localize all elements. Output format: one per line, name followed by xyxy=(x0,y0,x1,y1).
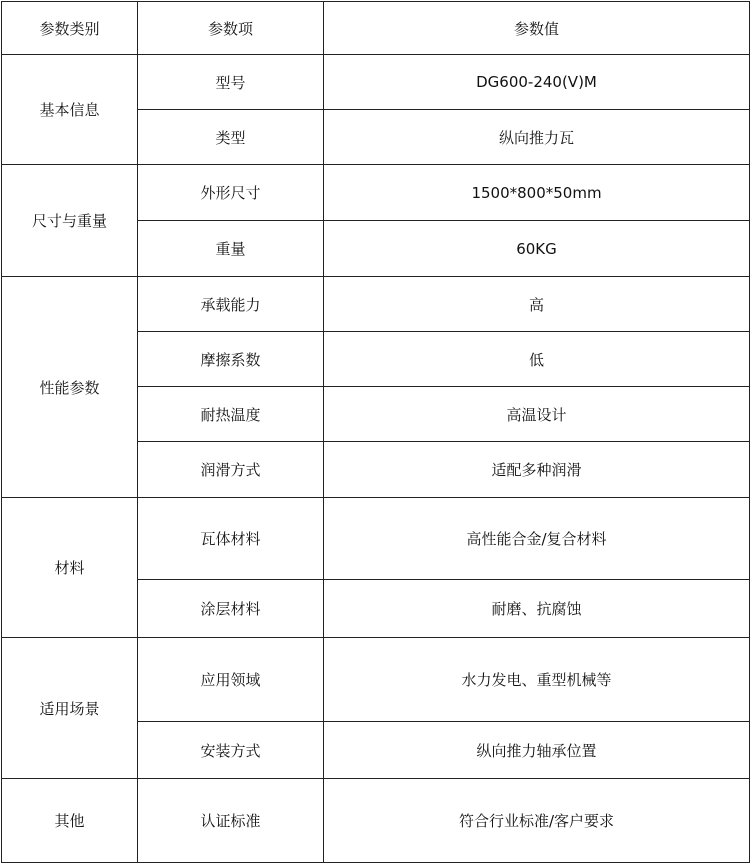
param-item: 安装方式 xyxy=(138,722,324,779)
table-header-row xyxy=(2,2,750,55)
param-value: 耐磨、抗腐蚀 xyxy=(324,580,750,638)
param-item: 承载能力 xyxy=(138,277,324,332)
param-value: 60KG xyxy=(324,221,750,277)
param-item: 涂层材料 xyxy=(138,580,324,638)
param-value: 纵向推力轴承位置 xyxy=(324,722,750,779)
param-item: 型号 xyxy=(138,55,324,110)
param-value: 1500*800*50mm xyxy=(324,165,750,221)
param-item: 重量 xyxy=(138,221,324,277)
table-row xyxy=(2,277,750,332)
param-item: 润滑方式 xyxy=(138,442,324,498)
param-value: 低 xyxy=(324,332,750,387)
param-item: 应用领域 xyxy=(138,638,324,722)
category-size-weight: 尺寸与重量 xyxy=(2,165,138,277)
table-row xyxy=(2,498,750,580)
header-item: 参数项 xyxy=(138,2,324,55)
param-value: 纵向推力瓦 xyxy=(324,110,750,165)
parameter-table xyxy=(1,1,750,863)
param-item: 摩擦系数 xyxy=(138,332,324,387)
param-value: 高温设计 xyxy=(324,387,750,442)
param-value: 高性能合金/复合材料 xyxy=(324,498,750,580)
header-category: 参数类别 xyxy=(2,2,138,55)
param-item: 认证标准 xyxy=(138,779,324,863)
category-performance: 性能参数 xyxy=(2,277,138,498)
table-row xyxy=(2,165,750,221)
param-value: 水力发电、重型机械等 xyxy=(324,638,750,722)
param-item: 瓦体材料 xyxy=(138,498,324,580)
table-row xyxy=(2,55,750,110)
param-value: 高 xyxy=(324,277,750,332)
param-value: 适配多种润滑 xyxy=(324,442,750,498)
table-row xyxy=(2,638,750,722)
param-item: 外形尺寸 xyxy=(138,165,324,221)
category-materials: 材料 xyxy=(2,498,138,638)
category-application: 适用场景 xyxy=(2,638,138,779)
param-item: 耐热温度 xyxy=(138,387,324,442)
param-value: 符合行业标准/客户要求 xyxy=(324,779,750,863)
category-other: 其他 xyxy=(2,779,138,863)
category-basic-info: 基本信息 xyxy=(2,55,138,165)
header-value: 参数值 xyxy=(324,2,750,55)
param-value: DG600-240(V)M xyxy=(324,55,750,110)
param-item: 类型 xyxy=(138,110,324,165)
table-row xyxy=(2,779,750,863)
